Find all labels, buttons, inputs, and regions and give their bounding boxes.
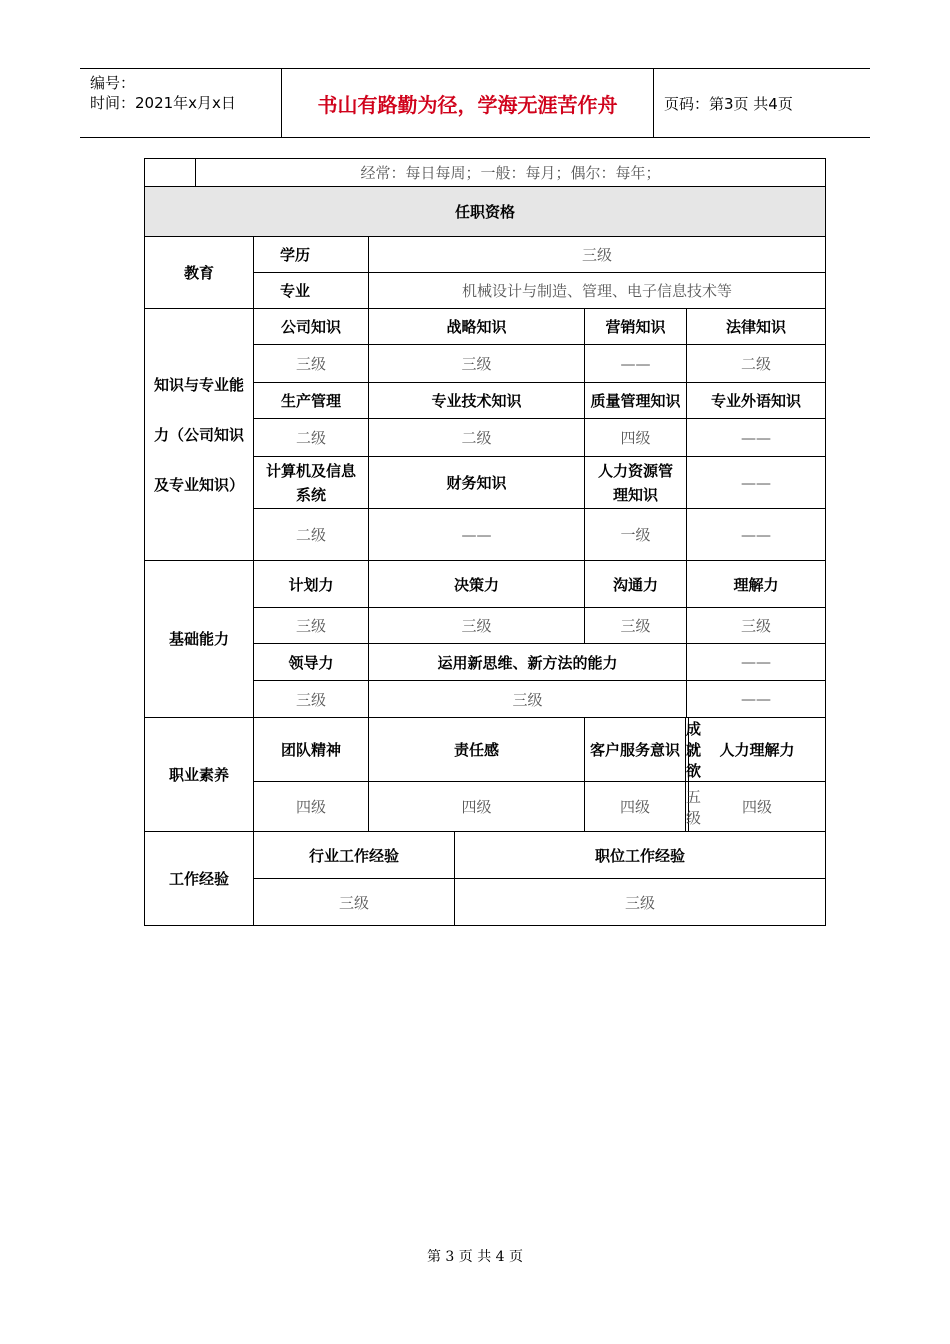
blank-cell [145,159,196,187]
page-footer: 第 3 页 共 4 页 [426,1249,524,1265]
basic-value: 三级 [687,608,826,644]
knowledge-header: 营销知识 [585,309,687,345]
experience-header: 职位工作经验 [455,832,826,879]
basic-header: 决策力 [369,561,585,608]
major-label: 专业 [254,273,369,309]
professional-value: 四级 [369,782,585,832]
experience-label: 工作经验 [145,832,254,926]
professional-header: 责任感 [369,718,585,782]
knowledge-header: 人力资源管理知识 [585,457,687,509]
section-title-row [145,187,826,237]
knowledge-header: 计算机及信息系统 [254,457,369,509]
professional-value: 四级 [254,782,369,832]
knowledge-header: 战略知识 [369,309,585,345]
education-degree-row [145,237,826,273]
basic-value: —— [687,681,826,718]
knowledge-value: 二级 [254,419,369,457]
professional-header: 客户服务意识 [585,718,686,782]
frequency-note: 经常：每日每周；一般：每月；偶尔：每年； [196,159,826,187]
knowledge-header-row-1 [145,309,826,345]
basic-value: 三级 [585,608,687,644]
qualification-table [144,158,826,926]
knowledge-value: 三级 [254,345,369,383]
basic-value: 三级 [369,681,687,718]
basic-header: 运用新思维、新方法的能力 [369,644,687,681]
knowledge-header: 质量管理知识 [585,383,687,419]
knowledge-header: 法律知识 [687,309,826,345]
header-motto: 书山有路勤为径，学海无涯苦作舟 [282,69,654,137]
basic-value: 三级 [254,681,369,718]
knowledge-header: 专业技术知识 [369,383,585,419]
knowledge-value: —— [369,509,585,561]
header-page-code: 页码：第3页 共4页 [664,94,793,113]
header-meta [80,69,282,137]
section-title: 任职资格 [145,187,826,237]
knowledge-header: 专业外语知识 [687,383,826,419]
basic-value: 三级 [369,608,585,644]
number-label: 编号： [90,74,136,92]
knowledge-value: —— [687,509,826,561]
knowledge-header: 生产管理 [254,383,369,419]
basic-header: 领导力 [254,644,369,681]
knowledge-value: 二级 [254,509,369,561]
knowledge-value: 二级 [687,345,826,383]
page-header [80,68,870,138]
experience-header: 行业工作经验 [254,832,455,879]
basic-header-row-1 [145,561,826,608]
knowledge-value: 三级 [369,345,585,383]
professional-header: 成就欲 [686,718,689,782]
experience-value: 三级 [455,879,826,926]
major-value: 机械设计与制造、管理、电子信息技术等 [369,273,826,309]
professional-header: 人力理解力 [689,718,826,782]
experience-value: 三级 [254,879,455,926]
degree-label: 学历 [254,237,369,273]
basic-header: 计划力 [254,561,369,608]
basic-header: 理解力 [687,561,826,608]
basic-header: —— [687,644,826,681]
experience-header-row [145,832,826,879]
basic-ability-label: 基础能力 [145,561,254,718]
time-label: 时间：2021年x月x日 [90,94,236,112]
professional-label: 职业素养 [145,718,254,832]
basic-header: 沟通力 [585,561,687,608]
education-label: 教育 [145,237,254,309]
professional-value: 四级 [585,782,686,832]
knowledge-value: 二级 [369,419,585,457]
knowledge-label: 知识与专业能力（公司知识及专业知识） [145,309,254,561]
knowledge-value: —— [585,345,687,383]
basic-value: 三级 [254,608,369,644]
degree-value: 三级 [369,237,826,273]
knowledge-value: 四级 [585,419,687,457]
knowledge-header: 公司知识 [254,309,369,345]
professional-header: 团队精神 [254,718,369,782]
knowledge-header: 财务知识 [369,457,585,509]
professional-value: 五级 [686,782,689,832]
knowledge-header: —— [687,457,826,509]
knowledge-value: 一级 [585,509,687,561]
frequency-row [145,159,826,187]
professional-value: 四级 [689,782,826,832]
knowledge-value: —— [687,419,826,457]
professional-header-row [145,718,826,782]
